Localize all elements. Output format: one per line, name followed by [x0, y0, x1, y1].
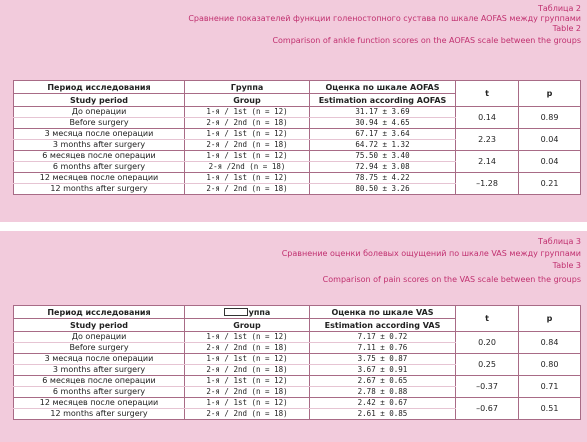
score-group-1-cell: 2.42 ± 0.67 — [310, 398, 456, 409]
period-en-cell: 12 months after surgery — [14, 409, 185, 420]
t-value-cell: 0.25 — [456, 354, 519, 376]
header-period-en: Study period — [14, 319, 185, 332]
header-group-ru: Группа — [230, 82, 264, 92]
period-ru-cell: 3 месяца после операции — [14, 129, 185, 140]
group-1-cell: 1-я / 1st (n = 12) — [185, 398, 310, 409]
score-group-2-cell: 3.67 ± 0.91 — [310, 365, 456, 376]
score-group-1-cell: 3.75 ± 0.87 — [310, 354, 456, 365]
group-1-cell: 1-я / 1st (n = 12) — [185, 376, 310, 387]
period-ru-cell: 12 месяцев после операции — [14, 173, 185, 184]
group-1-cell: 1-я / 1st (n = 12) — [185, 129, 310, 140]
table-glyph-icon — [224, 308, 248, 316]
p-value-cell: 0.04 — [519, 129, 581, 151]
score-group-2-cell: 2.61 ± 0.85 — [310, 409, 456, 420]
score-group-2-cell: 64.72 ± 1.32 — [310, 140, 456, 151]
p-value-cell: 0.71 — [519, 376, 581, 398]
score-group-2-cell: 30.94 ± 4.65 — [310, 118, 456, 129]
table-row — [14, 151, 581, 162]
score-group-1-cell: 31.17 ± 3.69 — [310, 107, 456, 118]
period-en-cell: Before surgery — [14, 118, 185, 129]
table-3 — [13, 305, 581, 420]
header-score-en: Estimation according VAS — [310, 319, 456, 332]
p-value-cell: 0.80 — [519, 354, 581, 376]
group-2-cell: 2-я / 2nd (n = 18) — [185, 140, 310, 151]
group-2-cell: 2-я /2nd (n = 18) — [185, 162, 310, 173]
table-2-number-ru: Таблица 2 — [537, 4, 581, 13]
table-3-title-en: Comparison of pain scores on the VAS scale between the groups — [322, 275, 581, 284]
group-2-cell: 2-я / 2nd (n = 18) — [185, 387, 310, 398]
period-en-cell: Before surgery — [14, 343, 185, 354]
table-2-title-en: Comparison of ankle function scores on the AOFAS scale between the groups — [272, 36, 581, 45]
score-group-1-cell: 67.17 ± 3.64 — [310, 129, 456, 140]
group-1-cell: 1-я / 1st (n = 12) — [185, 332, 310, 343]
score-group-2-cell: 2.78 ± 0.88 — [310, 387, 456, 398]
score-group-1-cell: 7.17 ± 0.72 — [310, 332, 456, 343]
group-2-cell: 2-я / 2nd (n = 18) — [185, 365, 310, 376]
table-row — [14, 376, 581, 387]
header-period-ru: Период исследования — [47, 307, 151, 317]
p-value-cell: 0.84 — [519, 332, 581, 354]
t-value-cell: 2.14 — [456, 151, 519, 173]
t-value-cell: –0.37 — [456, 376, 519, 398]
period-en-cell: 6 months after surgery — [14, 162, 185, 173]
table-2-number-en: Table 2 — [552, 24, 581, 33]
score-group-1-cell: 78.75 ± 4.22 — [310, 173, 456, 184]
group-1-cell: 1-я / 1st (n = 12) — [185, 354, 310, 365]
p-value-cell: 0.51 — [519, 398, 581, 420]
table-row — [14, 107, 581, 118]
score-group-2-cell: 7.11 ± 0.76 — [310, 343, 456, 354]
table-row — [14, 354, 581, 365]
table-row — [14, 129, 581, 140]
t-value-cell: –0.67 — [456, 398, 519, 420]
t-value-cell: –1.28 — [456, 173, 519, 195]
group-1-cell: 1-я / 1st (n = 12) — [185, 107, 310, 118]
p-value-cell: 0.04 — [519, 151, 581, 173]
header-period-ru: Период исследования — [47, 82, 151, 92]
header-score-ru: Оценка по шкале AOFAS — [325, 82, 440, 92]
header-period — [14, 306, 185, 319]
group-2-cell: 2-я / 2nd (n = 18) — [185, 343, 310, 354]
table-3-panel — [0, 231, 587, 442]
period-ru-cell: 6 месяцев после операции — [14, 376, 185, 387]
table-3-number-ru: Таблица 3 — [537, 237, 581, 246]
header-period — [14, 81, 185, 94]
table-2-title-ru: Сравнение показателей функции голеностопного сустава по шкале AOFAS между группами — [188, 14, 581, 23]
table-row — [14, 398, 581, 409]
header-score-ru: Оценка по шкале VAS — [331, 307, 434, 317]
header-period-en: Study period — [14, 94, 185, 107]
p-value-cell: 0.21 — [519, 173, 581, 195]
score-group-1-cell: 75.50 ± 3.40 — [310, 151, 456, 162]
header-score-en: Estimation according AOFAS — [310, 94, 456, 107]
table-2 — [13, 80, 581, 195]
header-group-en: Group — [185, 319, 310, 332]
t-value-cell: 2.23 — [456, 129, 519, 151]
header-group-ru: уппа — [248, 307, 271, 317]
score-group-1-cell: 2.67 ± 0.65 — [310, 376, 456, 387]
period-ru-cell: 12 месяцев после операции — [14, 398, 185, 409]
header-p: p — [519, 81, 581, 107]
period-en-cell: 3 months after surgery — [14, 365, 185, 376]
group-2-cell: 2-я / 2nd (n = 18) — [185, 409, 310, 420]
period-en-cell: 12 months after surgery — [14, 184, 185, 195]
table-row — [14, 332, 581, 343]
header-group — [185, 306, 310, 319]
period-ru-cell: До операции — [14, 332, 185, 343]
t-value-cell: 0.14 — [456, 107, 519, 129]
group-2-cell: 2-я / 2nd (n = 18) — [185, 184, 310, 195]
header-score — [310, 81, 456, 94]
header-score — [310, 306, 456, 319]
header-t: t — [456, 81, 519, 107]
table-row — [14, 173, 581, 184]
period-ru-cell: 6 месяцев после операции — [14, 151, 185, 162]
period-en-cell: 6 months after surgery — [14, 387, 185, 398]
period-en-cell: 3 months after surgery — [14, 140, 185, 151]
header-p: p — [519, 306, 581, 332]
table-3-title-ru: Сравнение оценки болевых ощущений по шкале VAS между группами — [281, 249, 581, 258]
group-1-cell: 1-я / 1st (n = 12) — [185, 151, 310, 162]
p-value-cell: 0.89 — [519, 107, 581, 129]
t-value-cell: 0.20 — [456, 332, 519, 354]
period-ru-cell: До операции — [14, 107, 185, 118]
group-2-cell: 2-я / 2nd (n = 18) — [185, 118, 310, 129]
score-group-2-cell: 80.50 ± 3.26 — [310, 184, 456, 195]
header-t: t — [456, 306, 519, 332]
period-ru-cell: 3 месяца после операции — [14, 354, 185, 365]
group-1-cell: 1-я / 1st (n = 12) — [185, 173, 310, 184]
header-group-en: Group — [185, 94, 310, 107]
table-3-number-en: Table 3 — [552, 261, 581, 270]
header-group — [185, 81, 310, 94]
score-group-2-cell: 72.94 ± 3.08 — [310, 162, 456, 173]
